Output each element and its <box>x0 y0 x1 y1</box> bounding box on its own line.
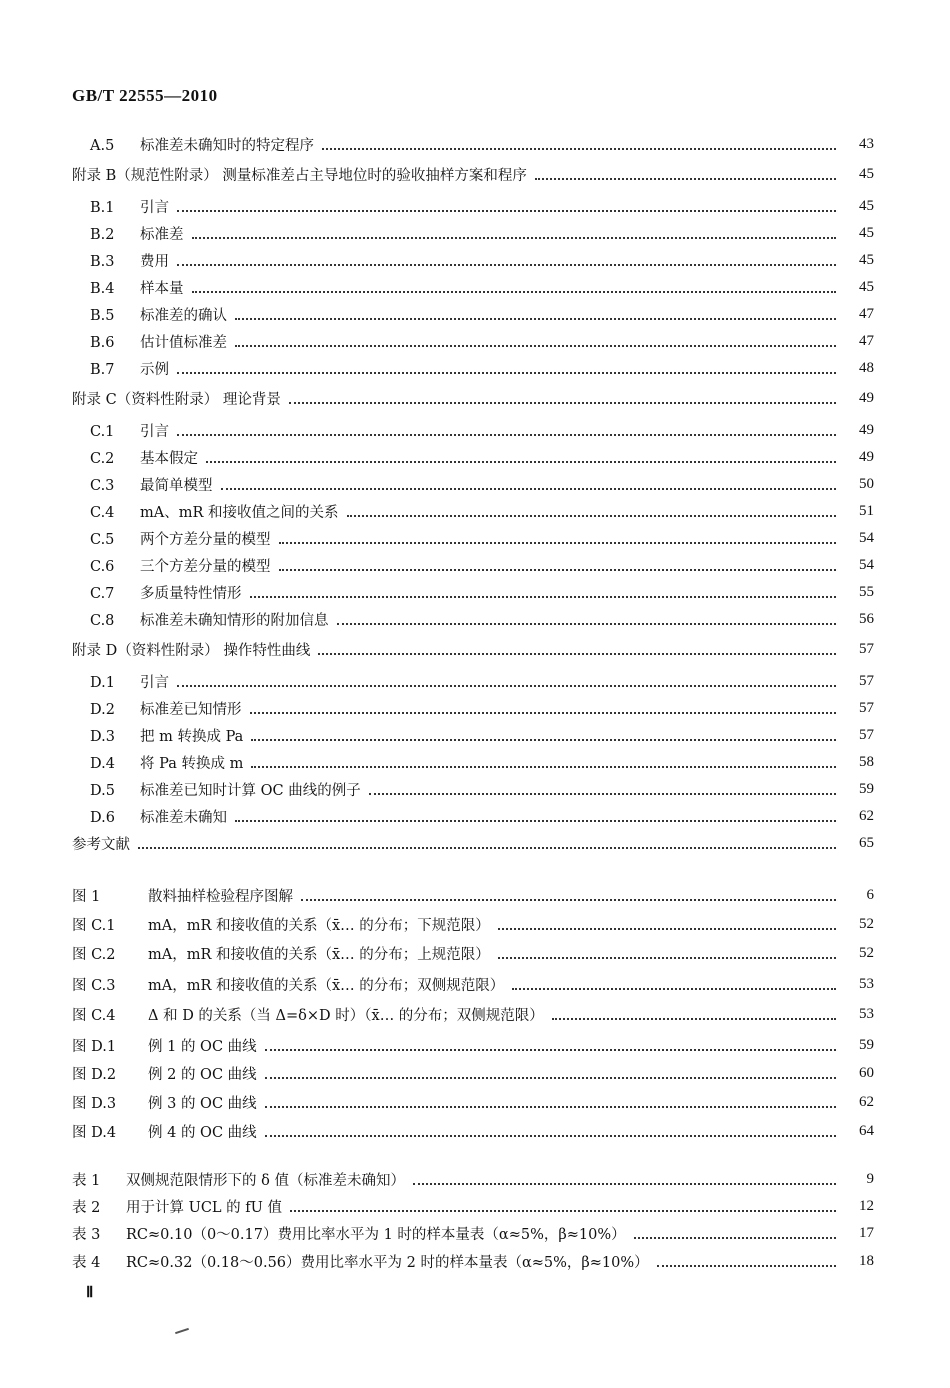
toc-entry-label <box>0 420 169 441</box>
toc-section-number: D.6 <box>90 809 115 826</box>
toc-section-title: 将 Pa 转换成 m <box>140 755 244 772</box>
toc-section-number: D.3 <box>90 728 115 745</box>
toc-section-number: B.7 <box>90 361 115 378</box>
toc-entry-label <box>0 196 169 217</box>
toc-section-title: 标准差未确知情形的附加信息 <box>140 612 329 629</box>
toc-section-title: 两个方差分量的模型 <box>140 531 271 548</box>
toc-entry[interactable] <box>0 500 950 522</box>
toc-entry-label <box>0 1004 544 1025</box>
toc-section-number: 表 1 <box>72 1172 101 1189</box>
toc-leader-dots <box>177 685 836 687</box>
toc-section-number: C.6 <box>90 558 115 575</box>
toc-entry[interactable] <box>0 357 950 379</box>
toc-section-number: B.5 <box>90 307 115 324</box>
toc-entry-label <box>0 974 504 995</box>
toc-page-number: 65 <box>859 834 874 851</box>
toc-entry[interactable] <box>0 133 950 155</box>
toc-entry-label <box>0 671 169 692</box>
toc-page-number: 60 <box>859 1064 874 1081</box>
toc-section-number: B.2 <box>90 226 115 243</box>
toc-section-number: B.6 <box>90 334 115 351</box>
toc-entry-label <box>0 555 271 576</box>
toc-leader-dots <box>657 1265 836 1267</box>
toc-entry[interactable] <box>0 581 950 603</box>
toc-page-number: 57 <box>859 672 874 689</box>
toc-entry[interactable] <box>0 884 950 906</box>
toc-entry[interactable] <box>0 276 950 298</box>
toc-section-title: 样本量 <box>140 280 184 297</box>
toc-entry-label <box>0 277 184 298</box>
toc-page-number: 59 <box>859 780 874 797</box>
toc-section-title: 标准差已知时计算 OC 曲线的例子 <box>140 782 361 799</box>
toc-entry[interactable] <box>0 942 950 964</box>
toc-entry[interactable] <box>0 222 950 244</box>
toc-entry[interactable] <box>0 1168 950 1190</box>
toc-section-title: RC≈0.32（0.18～0.56）费用比率水平为 2 时的样本量表（α≈5%，β≈10%） <box>126 1254 649 1271</box>
toc-section-title: mA，mR 和接收值的关系（x̄… 的分布；上规范限） <box>148 946 490 963</box>
toc-leader-dots <box>498 957 836 959</box>
toc-entry[interactable] <box>0 724 950 746</box>
toc-page-number: 52 <box>859 915 874 932</box>
toc-page-number: 45 <box>859 165 874 182</box>
toc-page-number: 43 <box>859 135 874 152</box>
toc-section-number: D.4 <box>90 755 115 772</box>
toc-section-number: 图 D.4 <box>72 1124 117 1141</box>
toc-entry-label <box>0 164 527 185</box>
toc-section-title: 示例 <box>140 361 169 378</box>
toc-page-number: 6 <box>866 886 874 903</box>
toc-section-number: D.5 <box>90 782 115 799</box>
toc-section-title: 用于计算 UCL 的 fU 值 <box>126 1199 282 1216</box>
toc-entry-label <box>0 134 314 155</box>
toc-section-number: C.1 <box>90 423 115 440</box>
toc-entry-label <box>0 833 130 854</box>
toc-entry-label <box>0 528 271 549</box>
toc-entry[interactable] <box>0 473 950 495</box>
toc-entry[interactable] <box>0 778 950 800</box>
toc-leader-dots <box>177 434 836 436</box>
toc-entry[interactable] <box>0 1003 950 1025</box>
toc-page-number: 52 <box>859 944 874 961</box>
toc-section-number: 附录 D <box>72 642 118 659</box>
toc-leader-dots <box>322 148 836 150</box>
toc-entry[interactable] <box>0 670 950 692</box>
toc-leader-dots <box>265 1135 836 1137</box>
toc-section-number: 图 D.2 <box>72 1066 117 1083</box>
toc-page-number: 49 <box>859 421 874 438</box>
toc-leader-dots <box>535 178 836 180</box>
toc-section-number: C.3 <box>90 477 115 494</box>
toc-page-number: 56 <box>859 610 874 627</box>
toc-entry-label <box>0 752 243 773</box>
toc-section-title: 基本假定 <box>140 450 198 467</box>
toc-section-number: 图 D.1 <box>72 1038 117 1055</box>
toc-section-number: D.2 <box>90 701 115 718</box>
toc-page-number: 55 <box>859 583 874 600</box>
toc-leader-dots <box>251 766 836 768</box>
toc-page-number: 59 <box>859 1036 874 1053</box>
toc-leader-dots <box>289 402 836 404</box>
toc-section-title: 引言 <box>140 423 169 440</box>
toc-section-number: B.3 <box>90 253 115 270</box>
toc-entry[interactable] <box>0 446 950 468</box>
toc-leader-dots <box>177 210 836 212</box>
toc-section-number: 表 2 <box>72 1199 101 1216</box>
toc-section-number: B.1 <box>90 199 115 216</box>
toc-entry[interactable] <box>0 163 950 185</box>
toc-page-number: 50 <box>859 475 874 492</box>
toc-section-number: A.5 <box>90 137 115 154</box>
toc-section-number: 表 4 <box>72 1254 101 1271</box>
toc-entry[interactable] <box>0 195 950 217</box>
toc-leader-dots <box>221 488 837 490</box>
standard-code-header: GB/T 22555—2010 <box>72 86 218 105</box>
toc-section-title: mA，mR 和接收值的关系（x̄… 的分布；双侧规范限） <box>148 977 505 994</box>
toc-section-title: （规范性附录） 测量标准差占主导地位时的验收抽样方案和程序 <box>116 167 527 184</box>
toc-leader-dots <box>290 1210 836 1212</box>
toc-leader-dots <box>413 1183 836 1185</box>
toc-section-number: 图 C.2 <box>72 946 116 963</box>
toc-entry[interactable] <box>0 1034 950 1056</box>
toc-entry[interactable] <box>0 973 950 995</box>
toc-leader-dots <box>206 461 836 463</box>
toc-section-title: 标准差的确认 <box>140 307 227 324</box>
toc-page-number: 54 <box>859 556 874 573</box>
toc-section-title: 标准差 <box>140 226 184 243</box>
toc-entry[interactable] <box>0 913 950 935</box>
toc-entry-label <box>0 1121 257 1142</box>
toc-section-title: （资料性附录） 操作特性曲线 <box>117 642 311 659</box>
toc-section-number: 图 C.3 <box>72 977 116 994</box>
toc-entry-label <box>0 331 227 352</box>
toc-page-number: 57 <box>859 726 874 743</box>
toc-page-number: 64 <box>859 1122 874 1139</box>
toc-page-number: 45 <box>859 278 874 295</box>
toc-page-number: 53 <box>859 975 874 992</box>
toc-entry-label <box>0 639 310 660</box>
toc-leader-dots <box>265 1106 836 1108</box>
toc-section-number: 图 D.3 <box>72 1095 117 1112</box>
toc-leader-dots <box>301 899 836 901</box>
toc-leader-dots <box>192 237 837 239</box>
toc-page-number: 9 <box>866 1170 874 1187</box>
toc-leader-dots <box>265 1077 836 1079</box>
toc-page-number: 47 <box>859 305 874 322</box>
toc-leader-dots <box>138 847 836 849</box>
toc-section-number: 附录 B <box>72 167 117 184</box>
toc-page-number: 54 <box>859 529 874 546</box>
toc-section-number: B.4 <box>90 280 115 297</box>
toc-leader-dots <box>279 542 837 544</box>
toc-section-number: 图 C.4 <box>72 1007 116 1024</box>
toc-entry[interactable] <box>0 697 950 719</box>
toc-leader-dots <box>337 623 837 625</box>
toc-entry[interactable] <box>0 527 950 549</box>
toc-leader-dots <box>279 569 837 571</box>
toc-page-number: 57 <box>859 640 874 657</box>
toc-leader-dots <box>251 739 836 741</box>
toc-entry[interactable] <box>0 1091 950 1113</box>
toc-entry-label <box>0 943 490 964</box>
toc-entry-label <box>0 582 242 603</box>
toc-leader-dots <box>347 515 837 517</box>
toc-entry[interactable] <box>0 1222 950 1244</box>
toc-page-number: 58 <box>859 753 874 770</box>
toc-section-number: C.2 <box>90 450 115 467</box>
toc-entry[interactable] <box>0 832 950 854</box>
toc-entry-label <box>0 501 339 522</box>
toc-leader-dots <box>192 291 837 293</box>
toc-entry[interactable] <box>0 608 950 630</box>
toc-section-title: mA、mR 和接收值之间的关系 <box>140 504 339 521</box>
toc-leader-dots <box>250 712 837 714</box>
toc-section-title: 标准差已知情形 <box>140 701 242 718</box>
toc-leader-dots <box>177 264 836 266</box>
toc-page-number: 51 <box>859 502 874 519</box>
toc-entry-label <box>0 1169 405 1190</box>
toc-section-title: 引言 <box>140 199 169 216</box>
toc-section-title: 散料抽样检验程序图解 <box>148 888 293 905</box>
toc-entry[interactable] <box>0 751 950 773</box>
toc-entry-label <box>0 223 184 244</box>
toc-section-number: C.8 <box>90 612 115 629</box>
toc-entry-label <box>0 304 227 325</box>
toc-section-title: （资料性附录） 理论背景 <box>116 391 281 408</box>
toc-entry[interactable] <box>0 805 950 827</box>
toc-page-number: 53 <box>859 1005 874 1022</box>
toc-entry-label <box>0 806 227 827</box>
toc-section-number: 附录 C <box>72 391 117 408</box>
toc-page-number: 17 <box>859 1224 874 1241</box>
toc-page-number: 49 <box>859 448 874 465</box>
toc-section-title: 参考文献 <box>72 836 130 853</box>
toc-section-title: 费用 <box>140 253 169 270</box>
toc-entry-label <box>0 1196 282 1217</box>
toc-leader-dots <box>512 988 836 990</box>
toc-entry[interactable] <box>0 1250 950 1272</box>
toc-entry[interactable] <box>0 249 950 271</box>
toc-entry-label <box>0 914 490 935</box>
toc-section-title: 例 1 的 OC 曲线 <box>148 1038 257 1055</box>
toc-section-title: 标准差未确知 <box>140 809 227 826</box>
toc-leader-dots <box>552 1018 836 1020</box>
toc-entry-label <box>0 1063 257 1084</box>
toc-section-title: 例 4 的 OC 曲线 <box>148 1124 257 1141</box>
toc-page-number: 45 <box>859 197 874 214</box>
toc-leader-dots <box>235 820 836 822</box>
toc-entry[interactable] <box>0 330 950 352</box>
toc-entry-label <box>0 609 329 630</box>
toc-entry-label <box>0 698 242 719</box>
toc-section-number: 图 1 <box>72 888 101 905</box>
toc-entry-label <box>0 447 198 468</box>
toc-entry-label <box>0 1223 626 1244</box>
toc-page-number: 12 <box>859 1197 874 1214</box>
toc-entry-label <box>0 885 293 906</box>
toc-entry[interactable] <box>0 1195 950 1217</box>
toc-entry-label <box>0 779 361 800</box>
toc-page-number: 48 <box>859 359 874 376</box>
toc-section-title: Δ 和 D 的关系（当 Δ=δ×D 时）（x̄… 的分布；双侧规范限） <box>148 1007 544 1024</box>
toc-entry[interactable] <box>0 554 950 576</box>
toc-entry-label <box>0 1035 257 1056</box>
toc-page-number: 57 <box>859 699 874 716</box>
toc-section-number: C.4 <box>90 504 115 521</box>
toc-page-number: 49 <box>859 389 874 406</box>
toc-section-title: 例 3 的 OC 曲线 <box>148 1095 257 1112</box>
toc-section-title: 例 2 的 OC 曲线 <box>148 1066 257 1083</box>
toc-entry-label <box>0 1092 257 1113</box>
toc-entry[interactable] <box>0 303 950 325</box>
toc-section-title: 三个方差分量的模型 <box>140 558 271 575</box>
toc-entry-label <box>0 358 169 379</box>
toc-section-title: 多质量特性情形 <box>140 585 242 602</box>
toc-entry-label <box>0 388 281 409</box>
toc-section-title: 把 m 转换成 Pa <box>140 728 244 745</box>
toc-section-number: 表 3 <box>72 1226 101 1243</box>
toc-entry[interactable] <box>0 419 950 441</box>
toc-section-number: C.5 <box>90 531 115 548</box>
toc-section-title: 估计值标准差 <box>140 334 227 351</box>
toc-leader-dots <box>369 793 836 795</box>
toc-leader-dots <box>498 928 836 930</box>
toc-leader-dots <box>177 372 836 374</box>
toc-leader-dots <box>265 1049 836 1051</box>
toc-page-number: 47 <box>859 332 874 349</box>
page-number: Ⅱ <box>86 1285 94 1301</box>
toc-leader-dots <box>250 596 837 598</box>
toc-page-number: 62 <box>859 1093 874 1110</box>
toc-section-number: D.1 <box>90 674 115 691</box>
toc-section-title: 标准差未确知时的特定程序 <box>140 137 314 154</box>
toc-entry-label <box>0 474 213 495</box>
toc-leader-dots <box>318 653 836 655</box>
toc-section-title: 引言 <box>140 674 169 691</box>
toc-section-title: RC≈0.10（0～0.17）费用比率水平为 1 时的样本量表（α≈5%，β≈10%） <box>126 1226 626 1243</box>
toc-entry[interactable] <box>0 1062 950 1084</box>
toc-section-title: mA，mR 和接收值的关系（x̄… 的分布；下规范限） <box>148 917 490 934</box>
toc-page-number: 45 <box>859 224 874 241</box>
toc-leader-dots <box>235 345 836 347</box>
toc-leader-dots <box>235 318 836 320</box>
toc-entry-label <box>0 1251 649 1272</box>
toc-section-number: C.7 <box>90 585 115 602</box>
toc-page-number: 45 <box>859 251 874 268</box>
toc-entry[interactable] <box>0 638 950 660</box>
toc-entry-label <box>0 250 169 271</box>
toc-section-title: 双侧规范限情形下的 δ 值（标准差未确知） <box>126 1172 405 1189</box>
toc-page-number: 62 <box>859 807 874 824</box>
toc-page-number: 18 <box>859 1252 874 1269</box>
toc-section-title: 最简单模型 <box>140 477 213 494</box>
scan-mark <box>175 1328 189 1334</box>
toc-entry[interactable] <box>0 1120 950 1142</box>
toc-entry-label <box>0 725 243 746</box>
toc-section-number: 图 C.1 <box>72 917 116 934</box>
toc-leader-dots <box>634 1237 836 1239</box>
toc-entry[interactable] <box>0 387 950 409</box>
